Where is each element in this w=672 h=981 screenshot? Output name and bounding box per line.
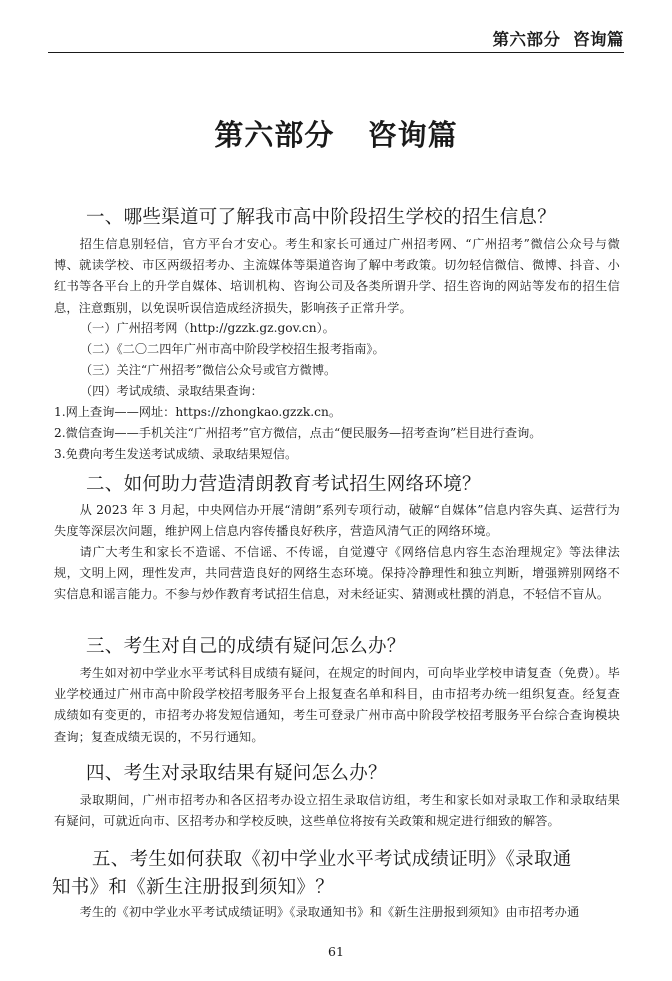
section-2-paragraph-1: 从 2023 年 3 月起，中央网信办开展“清朗”系列专项行动，破解“自媒体”信息内容失真、运营行为失度等深层次问题，维护网上信息内容传播良好秩序，营造风清气正的网络环境。	[54, 503, 620, 539]
section-3-paragraph: 考生如对初中学业水平考试科目成绩有疑问，在规定的时间内，可向毕业学校申请复查（免费）。毕业学校通过广州市高中阶段学校招考服务平台上报复查名单和科目，由市招考办统一组织复查。经复查成绩如有变更的，市招考办将发短信通知，考生可登录广州市高中阶段学校招考服务平台综合查询模块查询；复查成绩无误的，不另行通知。	[54, 666, 620, 744]
section-1-item-2: （二）《二〇二四年广州市高中阶段学校招生报考指南》。	[80, 342, 385, 356]
section-3-heading: 三、考生对自己的成绩有疑问怎么办？	[86, 636, 406, 657]
section-1-item-3: （三）关注“广州招考”微信公众号或官方微博。	[80, 363, 337, 377]
section-2-heading: 二、如何助力营造清朗教育考试招生网络环境？	[86, 474, 481, 495]
section-1-heading: 一、哪些渠道可了解我市高中阶段招生学校的招生信息？	[86, 207, 557, 228]
section-4-paragraph: 录取期间，广州市招考办和各区招考办设立招生录取信访组，考生和家长如对录取工作和录取结果有疑问，可就近向市、区招考办和学校反映，这些单位将按有关政策和规定进行细致的解答。	[54, 793, 620, 829]
section-5-heading-line-2: 知书》和《新生注册报到须知》？	[52, 877, 335, 898]
section-5-heading-line-1: 五、考生如何获取《初中学业水平考试成绩证明》《录取通	[92, 849, 572, 870]
running-header	[48, 22, 624, 53]
section-1-item-4: （四）考试成绩、录取结果查询：	[80, 384, 263, 398]
section-1-item-1: （一）广州招考网（http://gzzk.gz.gov.cn）。	[80, 321, 335, 335]
section-5-paragraph: 考生的《初中学业水平考试成绩证明》《录取通知书》和《新生注册报到须知》由市招考办通	[79, 905, 580, 919]
header-section-title: 第六部分 咨询篇	[492, 30, 624, 49]
section-1-subitem-3: 3.免费向考生发送考试成绩、录取结果短信。	[54, 447, 298, 461]
section-4-heading: 四、考生对录取结果有疑问怎么办？	[86, 763, 387, 784]
section-1-paragraph: 招生信息别轻信，官方平台才安心。考生和家长可通过广州招考网、“广州招考”微信公众号与微博、就读学校、市区两级招考办、主流媒体等渠道咨询了解中考政策。切勿轻信微信、微博、抖音、小红书等各平台上的升学自媒体、培训机构、咨询公司及各类所谓升学、招生咨询的网站等发布的招生信息，注意甄别，以免误听误信造成经济损失，影响孩子正常升学。	[54, 237, 620, 315]
page-number: 61	[328, 944, 344, 959]
section-1-subitem-2: 2.微信查询——手机关注“广州招考”官方微信，点击“便民服务—招考查询”栏目进行查询。	[54, 426, 542, 440]
section-1-subitem-1: 1.网上查询——网址：https://zhongkao.gzzk.cn。	[54, 405, 342, 419]
section-2-paragraph-2: 请广大考生和家长不造谣、不信谣、不传谣，自觉遵守《网络信息内容生态治理规定》等法律法规，文明上网，理性发声，共同营造良好的网络生态环境。保持冷静理性和独立判断，增强辨别网络不实信息和谣言能力。不参与炒作教育考试招生信息，对未经证实、猜测或杜撰的消息，不轻信不盲从。	[54, 545, 620, 602]
part-title: 第六部分 咨询篇	[214, 118, 458, 152]
